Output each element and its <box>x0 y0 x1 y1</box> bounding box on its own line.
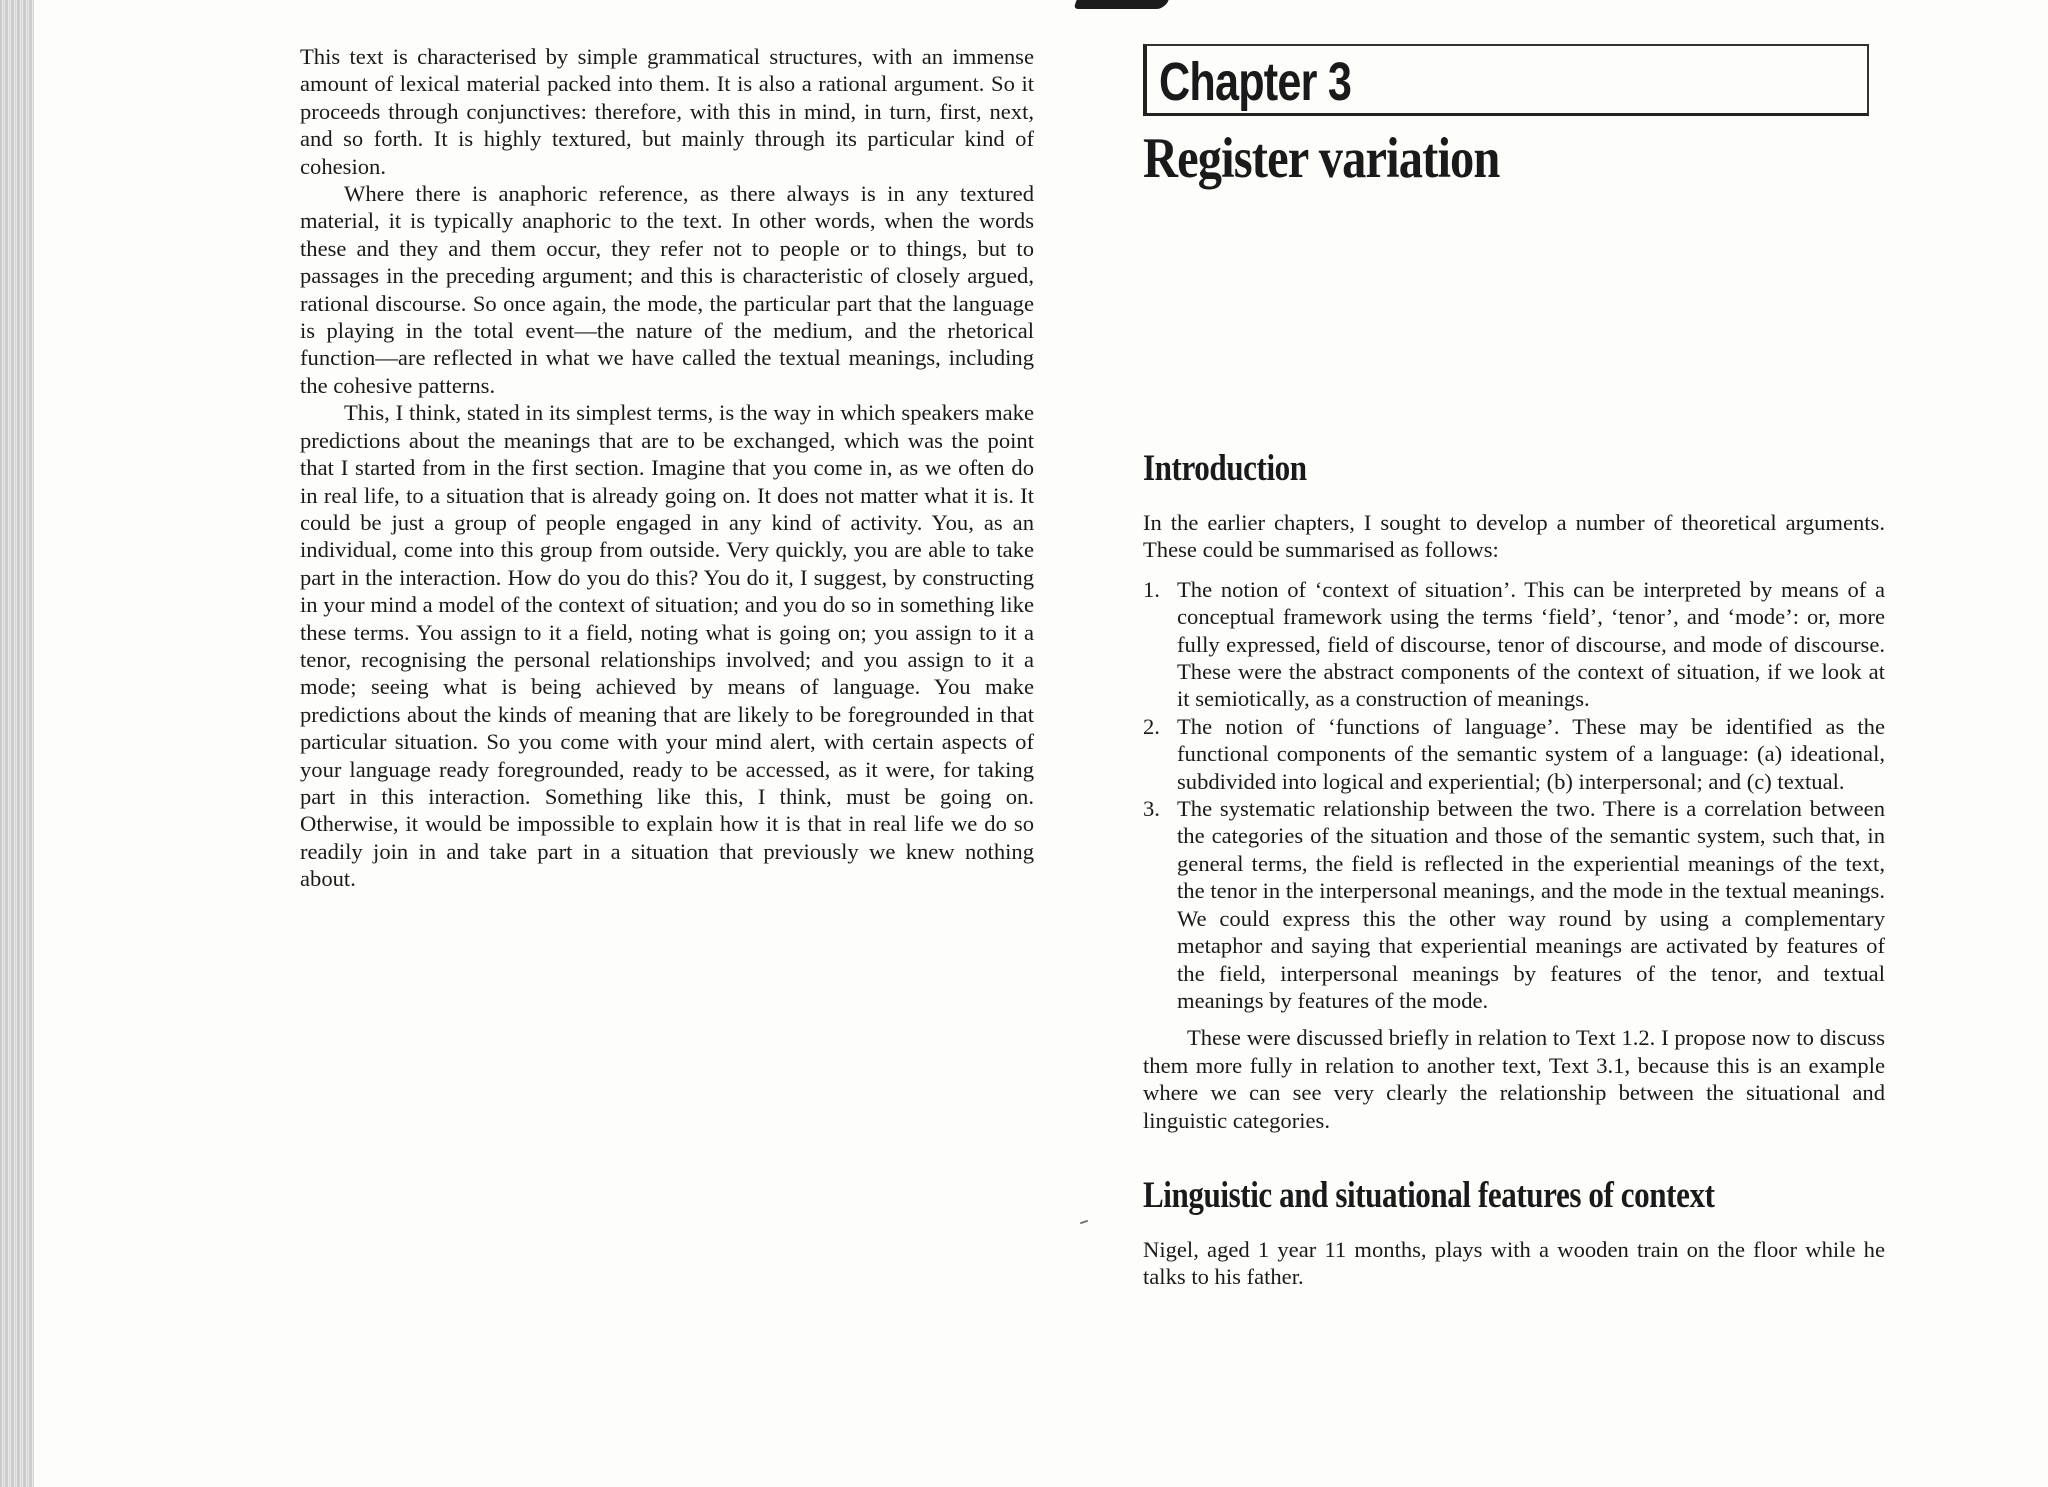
chapter-label-box <box>1143 44 1869 116</box>
left-page-text <box>300 43 1034 893</box>
chapter-title: Register variation <box>1143 127 1500 190</box>
linguistic-heading: Linguistic and situational features of context <box>1143 1174 1715 1216</box>
chapter-label: Chapter 3 <box>1159 52 1352 112</box>
list-item <box>1143 713 1885 795</box>
right-page <box>1143 44 1885 1291</box>
introduction-body <box>1143 509 1885 1134</box>
scan-smudge <box>1073 0 1168 9</box>
left-paragraph-1: This text is characterised by simple grammatical structures, with an immense amount of lexical material packed into them. It is also a rational argument. So it proceeds through conjunctives: therefore, with this in mind, in turn, first, next, and so forth. It is highly textured, but mainly through its particular kind of cohesion. <box>300 44 1034 179</box>
linguistic-body <box>1143 1236 1885 1291</box>
list-item-number: 1. <box>1143 576 1160 602</box>
list-item-number: 3. <box>1143 796 1160 822</box>
list-item-number: 2. <box>1143 713 1160 739</box>
list-item-text: The notion of ‘functions of language’. These may be identified as the functional components of the semantic system of a language: (a) ideational, subdivided into logical and experiential; (b) interpersonal; and (c) textual. <box>1177 713 1885 794</box>
linguistic-paragraph: Nigel, aged 1 year 11 months, plays with a wooden train on the floor while he talks to his father. <box>1143 1236 1885 1290</box>
introduction-lead: In the earlier chapters, I sought to develop a number of theoretical arguments. These could be summarised as follows: <box>1143 510 1885 563</box>
left-paragraph-2: Where there is anaphoric reference, as there always is in any textured material, it is typically anaphoric to the text. In other words, when the words these and they and them occur, they refer not to people or to things, but to passages in the preceding argument; and this is characteristic of closely argued, rational discourse. So once again, the mode, the particular part that the language is playing in the total event—the nature of the medium, and the rhetorical function—are reflected in what we have called the textual meanings, including the cohesive patterns. <box>300 181 1034 398</box>
left-paragraph-3: This, I think, stated in its simplest terms, is the way in which speakers make predictions about the meanings that are to be exchanged, which was the point that I started from in the first section. Imagine that you come in, as we often do in real life, to a situation that is already going on. It does not matter what it is. It could be just a group of people engaged in any kind of activity. You, as an individual, come into this group from outside. Very quickly, you are able to take part in the interaction. How do you do this? You do it, I suggest, by constructing in your mind a model of the context of situation; and you do so in something like these terms. You assign to it a field, noting what is going on; you assign to it a tenor, recognising the personal relationships involved; and you assign to it a mode; seeing what is being achieved by means of language. You make predictions about the kinds of meaning that are likely to be foregrounded in that particular situation. So you come with your mind alert, with certain aspects of your language ready foregrounded, ready to be accessed, as it were, for taking part in this interaction. Something like this, I think, must be going on. Otherwise, it would be impossible to explain how it is that in real life we do so readily join in and take part in a situation that previously we knew nothing about. <box>300 400 1034 892</box>
scan-mark <box>1080 1220 1088 1225</box>
list-item <box>1143 576 1885 713</box>
list-item-text: The systematic relationship between the two. There is a correlation between the categories of the situation and those of the semantic system, such that, in general terms, the field is reflected in the experiential meanings of the text, the tenor in the interpersonal meanings, and the mode in the textual meanings. We could express this the other way round by using a complementary metaphor and saying that experiential meanings are activated by features of the field, interpersonal meanings by features of the tenor, and textual meanings by features of the mode. <box>1177 796 1885 1013</box>
list-item-text: The notion of ‘context of situation’. This can be interpreted by means of a conceptual framework using the terms ‘field’, ‘tenor’, and ‘mode’: or, more fully expressed, field of discourse, tenor of discourse, and mode of discourse. These were the abstract components of the context of situation, if we look at it semiotically, as a construction of meanings. <box>1177 576 1885 712</box>
introduction-heading: Introduction <box>1143 448 1307 489</box>
introduction-closing: These were discussed briefly in relation to Text 1.2. I propose now to discuss them more fully in relation to another text, Text 3.1, because this is an example where we can see very clearly the relationship between the situational and linguistic categories. <box>1143 1025 1885 1133</box>
list-item <box>1143 795 1885 1014</box>
argument-list <box>1143 576 1885 1015</box>
book-binding-edge <box>0 0 34 1487</box>
